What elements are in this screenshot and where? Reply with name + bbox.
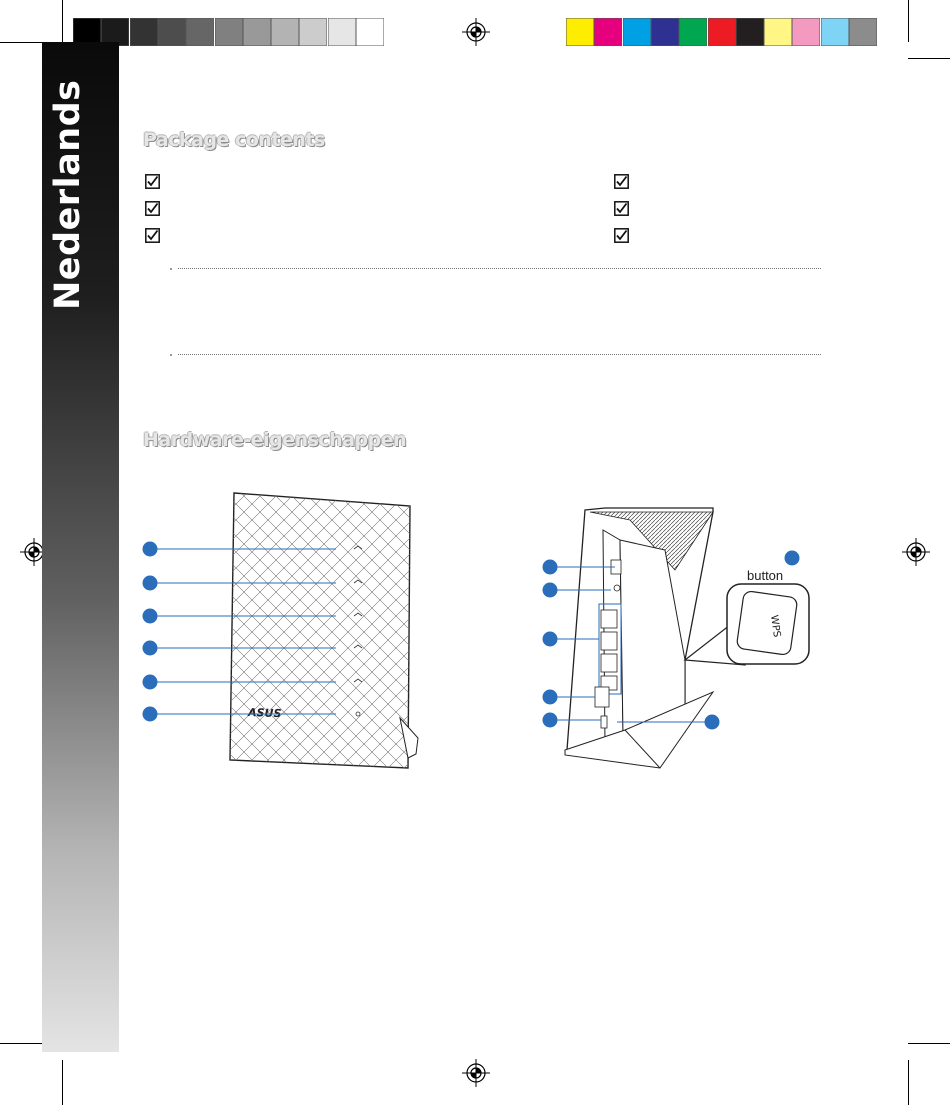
grayscale-swatch [186,18,214,46]
crop-mark-bl-h [0,1043,42,1044]
color-swatch [736,18,764,46]
checkbox-checked-icon [614,201,629,216]
hardware-title: Hardware-eigenschappen [143,429,407,451]
checkbox-checked-icon [145,228,160,243]
checkbox-checked-icon [145,201,160,216]
crop-mark-tr-v [908,0,909,42]
grayscale-swatch [130,18,158,46]
router-front-illustration [140,488,430,773]
grayscale-swatch [299,18,327,46]
callout-marker [543,690,558,705]
callout-marker [143,707,158,722]
color-swatch [849,18,877,46]
crop-mark-br-v [908,1060,909,1105]
note-bottom-divider [178,354,821,355]
note-top-divider [178,268,821,269]
color-swatch [792,18,820,46]
router-back-illustration [535,500,825,780]
note-dot [170,354,172,356]
color-swatch [708,18,736,46]
color-swatch [679,18,707,46]
note-dot [170,268,172,270]
callout-marker [543,632,558,647]
callout-marker [143,641,158,656]
grayscale-swatch [215,18,243,46]
grayscale-swatch [243,18,271,46]
color-swatch [566,18,594,46]
color-swatch [651,18,679,46]
callout-marker [143,576,158,591]
checkbox-checked-icon [614,174,629,189]
wps-button-caption: button [747,568,784,583]
wps-key-label: WPS [768,614,783,638]
package-contents-title: Package contents [143,129,325,151]
crop-mark-bl-v [62,1060,63,1105]
color-swatch [821,18,849,46]
grayscale-swatch [328,18,356,46]
callout-marker [143,609,158,624]
callout-marker [785,551,800,566]
crop-mark-tl-h [0,42,42,43]
color-swatch [594,18,622,46]
checkbox-checked-icon [145,174,160,189]
registration-mark-icon [462,1059,490,1087]
registration-mark-icon [462,18,490,46]
grayscale-swatch [158,18,186,46]
crop-mark-br-h [908,1043,950,1044]
brand-logo: ASUS [247,706,282,721]
callout-marker [705,715,720,730]
color-swatch [764,18,792,46]
callout-marker [143,542,158,557]
registration-mark-icon [902,538,930,566]
language-label: Nederlands [48,79,88,310]
callout-marker [143,675,158,690]
callout-marker [543,583,558,598]
grayscale-swatch [271,18,299,46]
callout-marker [543,713,558,728]
callout-marker [543,560,558,575]
checkbox-checked-icon [614,228,629,243]
grayscale-swatch [356,18,384,46]
color-swatch [623,18,651,46]
crop-mark-tr-h [908,58,950,59]
crop-mark-tl-v [62,0,63,42]
